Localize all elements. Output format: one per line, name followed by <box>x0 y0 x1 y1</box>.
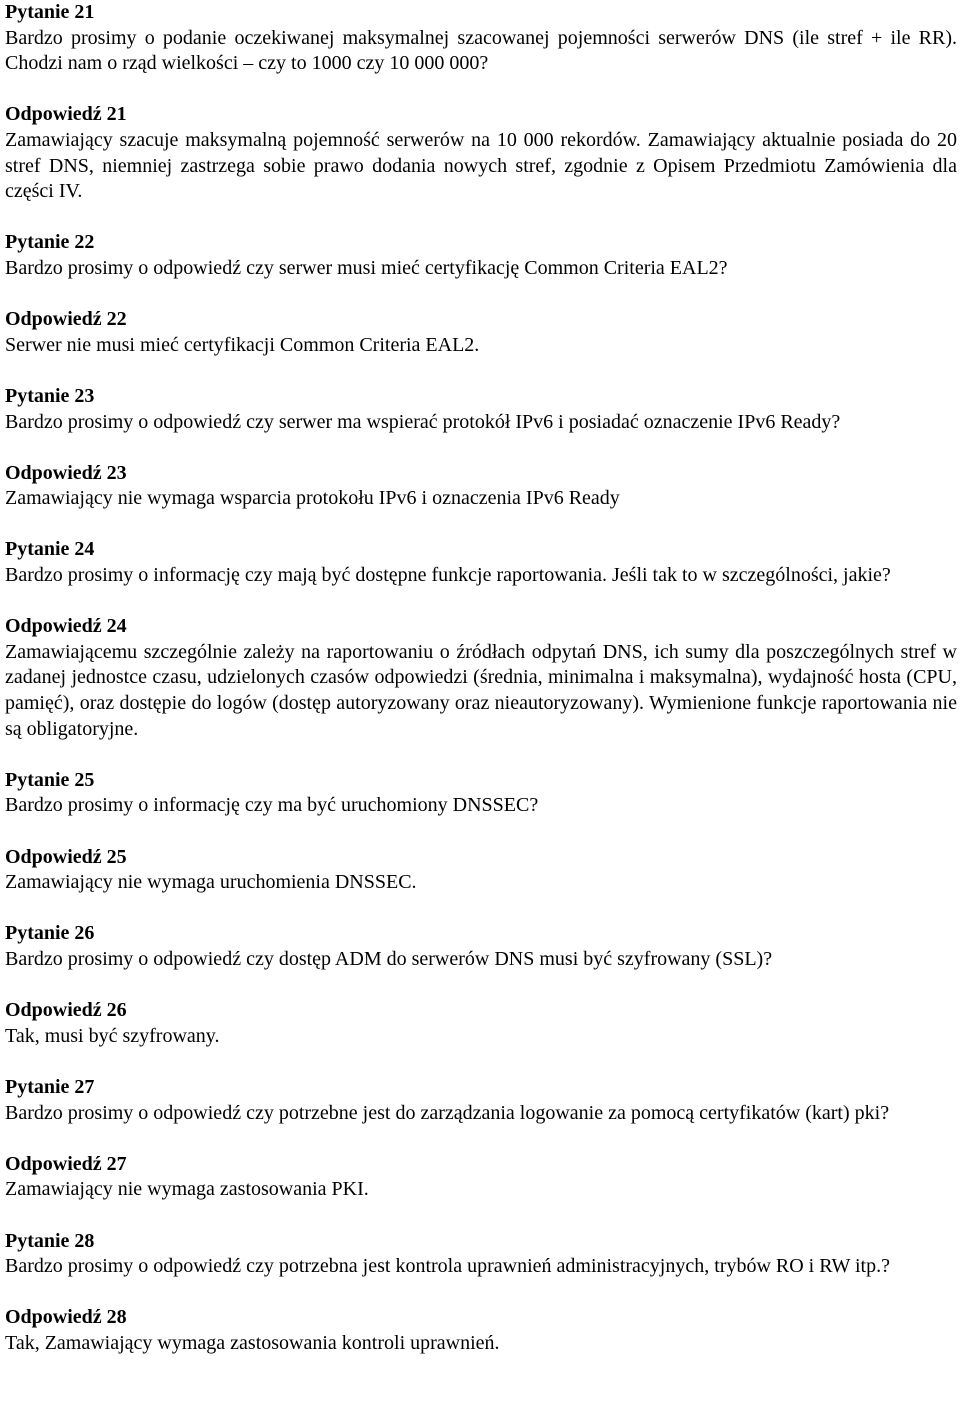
question-24 <box>5 537 957 588</box>
answer-22 <box>5 307 957 358</box>
answer-text: Serwer nie musi mieć certyfikacji Common Criteria EAL2. <box>5 333 480 356</box>
answer-28 <box>5 1305 957 1356</box>
question-23 <box>5 384 957 435</box>
answer-23 <box>5 461 957 512</box>
question-25 <box>5 768 957 819</box>
answer-text: Zamawiający nie wymaga uruchomienia DNSSEC. <box>5 871 417 894</box>
answer-heading: Odpowiedź 22 <box>5 308 127 331</box>
question-text: Bardzo prosimy o informację czy mają być dostępne funkcje raportowania. Jeśli tak to w szczególności, jakie? <box>5 564 891 587</box>
answer-text: Zamawiający nie wymaga wsparcia protokołu IPv6 i oznaczenia IPv6 Ready <box>5 487 620 510</box>
question-heading: Pytanie 28 <box>5 1229 95 1252</box>
question-27 <box>5 1075 957 1126</box>
answer-text: Zamawiający nie wymaga zastosowania PKI. <box>5 1178 369 1201</box>
question-heading: Pytanie 23 <box>5 384 95 407</box>
answer-heading: Odpowiedź 26 <box>5 999 127 1022</box>
answer-heading: Odpowiedź 24 <box>5 615 127 638</box>
question-text: Bardzo prosimy o odpowiedź czy serwer ma wspierać protokół IPv6 i posiadać oznaczenie IPv6 Ready? <box>5 410 841 433</box>
question-text: Bardzo prosimy o odpowiedź czy potrzebna jest kontrola uprawnień administracyjnych, trybów RO i RW itp.? <box>5 1255 890 1278</box>
question-heading: Pytanie 25 <box>5 768 95 791</box>
answer-text: Zamawiającemu szczególnie zależy na raportowaniu o źródłach odpytań DNS, ich sumy dla poszczególnych stref w zadanej jednostce czasu, udzielonych czasów odpowiedzi (średnia, minimalna i maksymalna), wydajność hosta (CPU, pamięć), oraz dostępie do logów (dostęp autoryzowany oraz nieautoryzowany). Wymienione funkcje raportowania nie są obligatoryjne. <box>5 640 957 740</box>
question-26 <box>5 921 957 972</box>
answer-text: Tak, Zamawiający wymaga zastosowania kontroli uprawnień. <box>5 1331 500 1354</box>
answer-text: Zamawiający szacuje maksymalną pojemność serwerów na 10 000 rekordów. Zamawiający aktualnie posiada do 20 stref DNS, niemniej zastrzega sobie prawo dodania nowych stref, zgodnie z Opisem Przedmiotu Zamówienia dla części IV. <box>5 128 957 203</box>
answer-heading: Odpowiedź 21 <box>5 103 127 126</box>
question-text: Bardzo prosimy o podanie oczekiwanej maksymalnej szacowanej pojemności serwerów DNS (ile stref + ile RR). Chodzi nam o rząd wielkości – czy to 1000 czy 10 000 000? <box>5 26 957 75</box>
question-heading: Pytanie 26 <box>5 922 95 945</box>
question-text: Bardzo prosimy o odpowiedź czy dostęp ADM do serwerów DNS musi być szyfrowany (SSL)? <box>5 947 773 970</box>
answer-26 <box>5 998 957 1049</box>
answer-21 <box>5 102 957 204</box>
question-text: Bardzo prosimy o odpowiedź czy serwer musi mieć certyfikację Common Criteria EAL2? <box>5 256 728 279</box>
answer-24 <box>5 614 957 742</box>
question-heading: Pytanie 27 <box>5 1075 95 1098</box>
question-22 <box>5 230 957 281</box>
question-heading: Pytanie 21 <box>5 1 95 23</box>
question-28 <box>5 1229 957 1280</box>
question-text: Bardzo prosimy o informację czy ma być uruchomiony DNSSEC? <box>5 794 539 817</box>
answer-heading: Odpowiedź 27 <box>5 1152 127 1175</box>
answer-27 <box>5 1152 957 1203</box>
answer-heading: Odpowiedź 28 <box>5 1306 127 1329</box>
answer-text: Tak, musi być szyfrowany. <box>5 1024 220 1047</box>
question-21 <box>5 0 957 77</box>
answer-25 <box>5 845 957 896</box>
question-heading: Pytanie 24 <box>5 538 95 561</box>
answer-heading: Odpowiedź 23 <box>5 461 127 484</box>
question-heading: Pytanie 22 <box>5 231 95 254</box>
question-text: Bardzo prosimy o odpowiedź czy potrzebne jest do zarządzania logowanie za pomocą certyfikatów (kart) pki? <box>5 1101 890 1124</box>
answer-heading: Odpowiedź 25 <box>5 845 127 868</box>
